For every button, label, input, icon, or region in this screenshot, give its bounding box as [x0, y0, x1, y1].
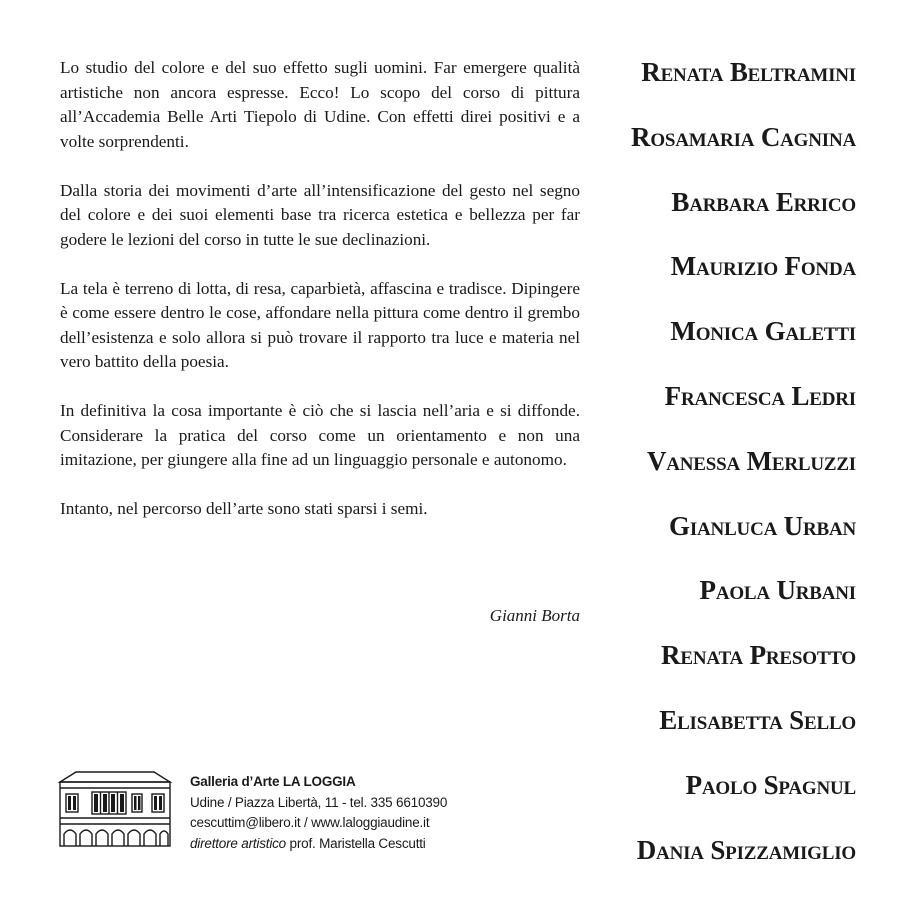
gallery-director: [190, 834, 447, 855]
gallery-address: Udine / Piazza Libertà, 11 - tel. 335 6610390: [190, 794, 448, 810]
artist-name: Renata Presotto: [661, 640, 856, 671]
intro-paragraph-2: Dalla storia dei movimenti d’arte all’intensificazione del gesto nel segno del colore e dei suoi elementi base tra ricerca estetica e bellezza per far godere le lezioni del corso in tutte le sue declinazioni.: [60, 180, 580, 249]
artist-name: Rosamaria Cagnina: [631, 121, 856, 152]
gallery-name: Galleria d’Arte LA LOGGIA: [190, 774, 356, 789]
intro-paragraph-4: In definitiva la cosa importante è ciò che si lascia nell’aria e si diffonde. Considerare la pratica del corso come un orientamento e non una imitazione, per giungere alla fine ad un linguaggio personale e autonomo.: [60, 401, 580, 469]
author-signature: Gianni Borta: [489, 606, 580, 625]
intro-text: [60, 56, 580, 546]
artist-name: Barbara Errico: [671, 186, 856, 217]
artist-name: Paola Urbani: [699, 575, 856, 606]
artist-name: Dania Spizzamiglio: [636, 834, 856, 865]
artist-name: Elisabetta Sello: [659, 704, 856, 735]
gallery-info: [190, 772, 447, 854]
intro-paragraph-3: La tela è terreno di lotta, di resa, caparbietà, affascina e tradisce. Dipingere è come essere dentro le cose, affondare nella pittura come dentro il grembo dell’esistenza e solo allora si può trovare il rapporto tra luce e materia nel vero battito della poesia.: [60, 278, 580, 371]
intro-paragraph-5: Intanto, nel percorso dell’arte sono stati sparsi i semi.: [60, 499, 428, 518]
director-name: prof. Maristella Cescutti: [286, 835, 426, 851]
artist-name: Maurizio Fonda: [670, 251, 856, 282]
artist-name: Vanessa Merluzzi: [646, 445, 856, 476]
artist-list: [556, 48, 856, 890]
gallery-contacts: cescuttim@libero.it / www.laloggiaudine.it: [190, 815, 430, 830]
artist-name: Renata Beltramini: [641, 57, 856, 87]
director-role: direttore artistico: [190, 835, 286, 851]
artist-name: Monica Galetti: [670, 316, 856, 347]
artist-name: Gianluca Urban: [669, 510, 856, 541]
loggia-building-logo: [56, 768, 174, 850]
artist-name: Francesca Ledri: [664, 380, 856, 411]
intro-paragraph-1: Lo studio del colore e del suo effetto sugli uomini. Far emergere qualità artistiche non ancora espresse. Ecco! Lo scopo del corso di pittura all’Accademia Belle Arti Tiepolo di Udine. Con effetti direi positivi e a volte sorprendenti.: [60, 58, 580, 151]
artist-name: Paolo Spagnul: [685, 769, 856, 800]
